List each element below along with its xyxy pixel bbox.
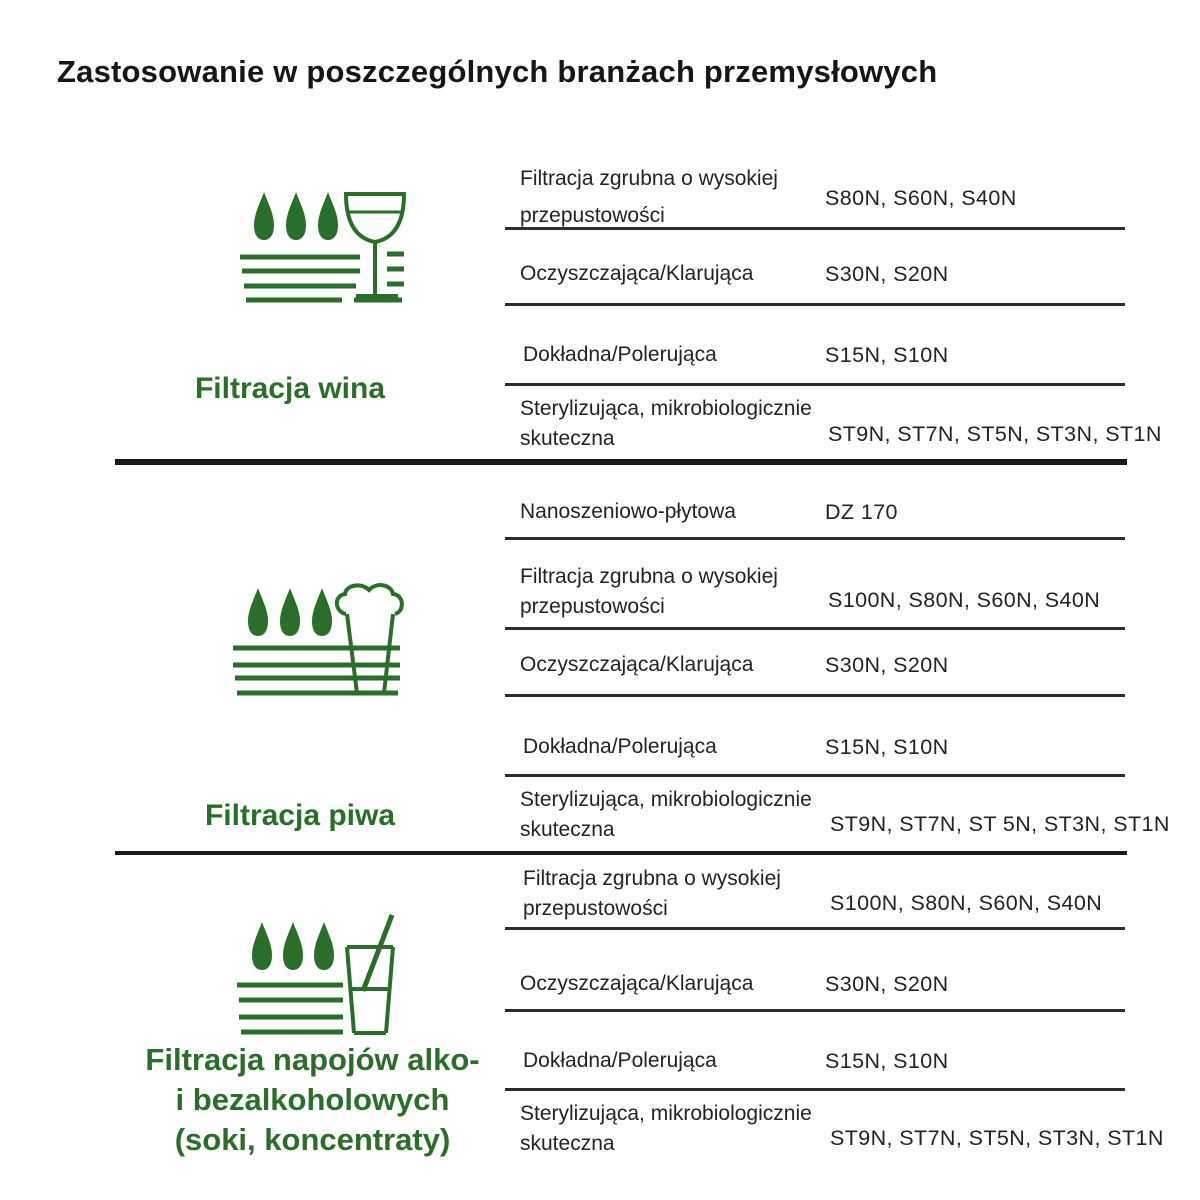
wine-glass-icon <box>346 194 404 296</box>
row-type-line: przepustowości <box>520 204 665 227</box>
row-filtration-type: Dokładna/Polerująca <box>523 735 717 758</box>
row-product-codes: S80N, S60N, S40N <box>825 186 1017 210</box>
row-filtration-type <box>520 1099 812 1159</box>
row-product-codes: DZ 170 <box>825 500 898 524</box>
row-filtration-type: Dokładna/Polerująca <box>523 1049 717 1072</box>
row-separator-line <box>505 303 1125 306</box>
row-filtration-type <box>520 394 812 454</box>
row-separator-line <box>505 383 1125 386</box>
row-product-codes: S100N, S80N, S60N, S40N <box>828 588 1101 612</box>
filter-lines-icon <box>233 648 400 693</box>
row-separator-line <box>505 694 1125 697</box>
row-filtration-type: Oczyszczająca/Klarująca <box>520 972 754 995</box>
row-type-line: Filtracja zgrubna o wysokiej <box>520 167 778 190</box>
drops-icon <box>248 588 332 636</box>
row-separator-line <box>505 927 1125 930</box>
row-type-line: Sterylizująca, mikrobiologicznie <box>520 788 812 811</box>
row-separator-line <box>505 774 1125 777</box>
row-product-codes: ST9N, ST7N, ST 5N, ST3N, ST1N <box>830 812 1170 836</box>
juice-glass-icon <box>347 915 393 1033</box>
row-type-line: Filtracja zgrubna o wysokiej <box>520 565 778 588</box>
straw-icon <box>363 915 392 991</box>
row-product-codes: ST9N, ST7N, ST5N, ST3N, ST1N <box>830 1126 1164 1150</box>
section-label-line: (soki, koncentraty) <box>174 1122 451 1157</box>
row-filtration-type: Dokładna/Polerująca <box>523 343 717 366</box>
wine-glass-drops-icon <box>238 186 408 304</box>
row-filtration-type <box>520 562 778 622</box>
row-filtration-type: Oczyszczająca/Klarująca <box>520 262 754 285</box>
section-label-juices <box>105 1040 520 1160</box>
drops-icon <box>252 922 334 970</box>
row-separator-line <box>505 1088 1125 1091</box>
row-product-codes: S30N, S20N <box>825 262 949 286</box>
beer-glass-drops-icon <box>228 583 408 698</box>
row-filtration-type <box>520 785 812 845</box>
section-label-beer: Filtracja piwa <box>204 799 396 832</box>
section-divider <box>115 851 1127 855</box>
row-separator-line <box>505 537 1125 540</box>
row-type-line: Sterylizująca, mikrobiologicznie <box>520 397 812 420</box>
row-product-codes: ST9N, ST7N, ST5N, ST3N, ST1N <box>828 422 1162 446</box>
row-type-line: Filtracja zgrubna o wysokiej <box>523 867 781 890</box>
row-type-line: skuteczna <box>520 427 615 450</box>
row-separator-line <box>505 227 1125 230</box>
row-product-codes: S15N, S10N <box>825 735 949 759</box>
juice-glass-straw-drops-icon <box>235 903 407 1038</box>
row-filtration-type <box>523 864 781 924</box>
row-filtration-type <box>520 160 778 234</box>
row-product-codes: S15N, S10N <box>825 343 949 367</box>
filter-lines-icon <box>240 254 404 300</box>
page-title: Zastosowanie w poszczególnych branżach przemysłowych <box>57 54 938 89</box>
filter-lines-icon <box>237 985 343 1032</box>
row-type-line: Sterylizująca, mikrobiologicznie <box>520 1102 812 1125</box>
row-product-codes: S100N, S80N, S60N, S40N <box>830 891 1103 915</box>
row-filtration-type: Oczyszczająca/Klarująca <box>520 653 754 676</box>
section-divider <box>115 459 1127 465</box>
row-product-codes: S30N, S20N <box>825 653 949 677</box>
drops-icon <box>254 192 338 240</box>
section-label-line: Filtracja napojów alko- <box>145 1042 480 1077</box>
section-label-line: i bezalkoholowych <box>175 1082 450 1117</box>
row-separator-line <box>505 1009 1125 1012</box>
row-type-line: skuteczna <box>520 818 615 841</box>
row-filtration-type: Nanoszeniowo-płytowa <box>520 500 736 523</box>
row-product-codes: S15N, S10N <box>825 1049 949 1073</box>
row-type-line: przepustowości <box>523 897 668 920</box>
row-product-codes: S30N, S20N <box>825 972 949 996</box>
section-label-wine: Filtracja wina <box>194 372 386 405</box>
row-type-line: przepustowości <box>520 595 665 618</box>
row-type-line: skuteczna <box>520 1132 615 1155</box>
row-separator-line <box>505 627 1125 630</box>
